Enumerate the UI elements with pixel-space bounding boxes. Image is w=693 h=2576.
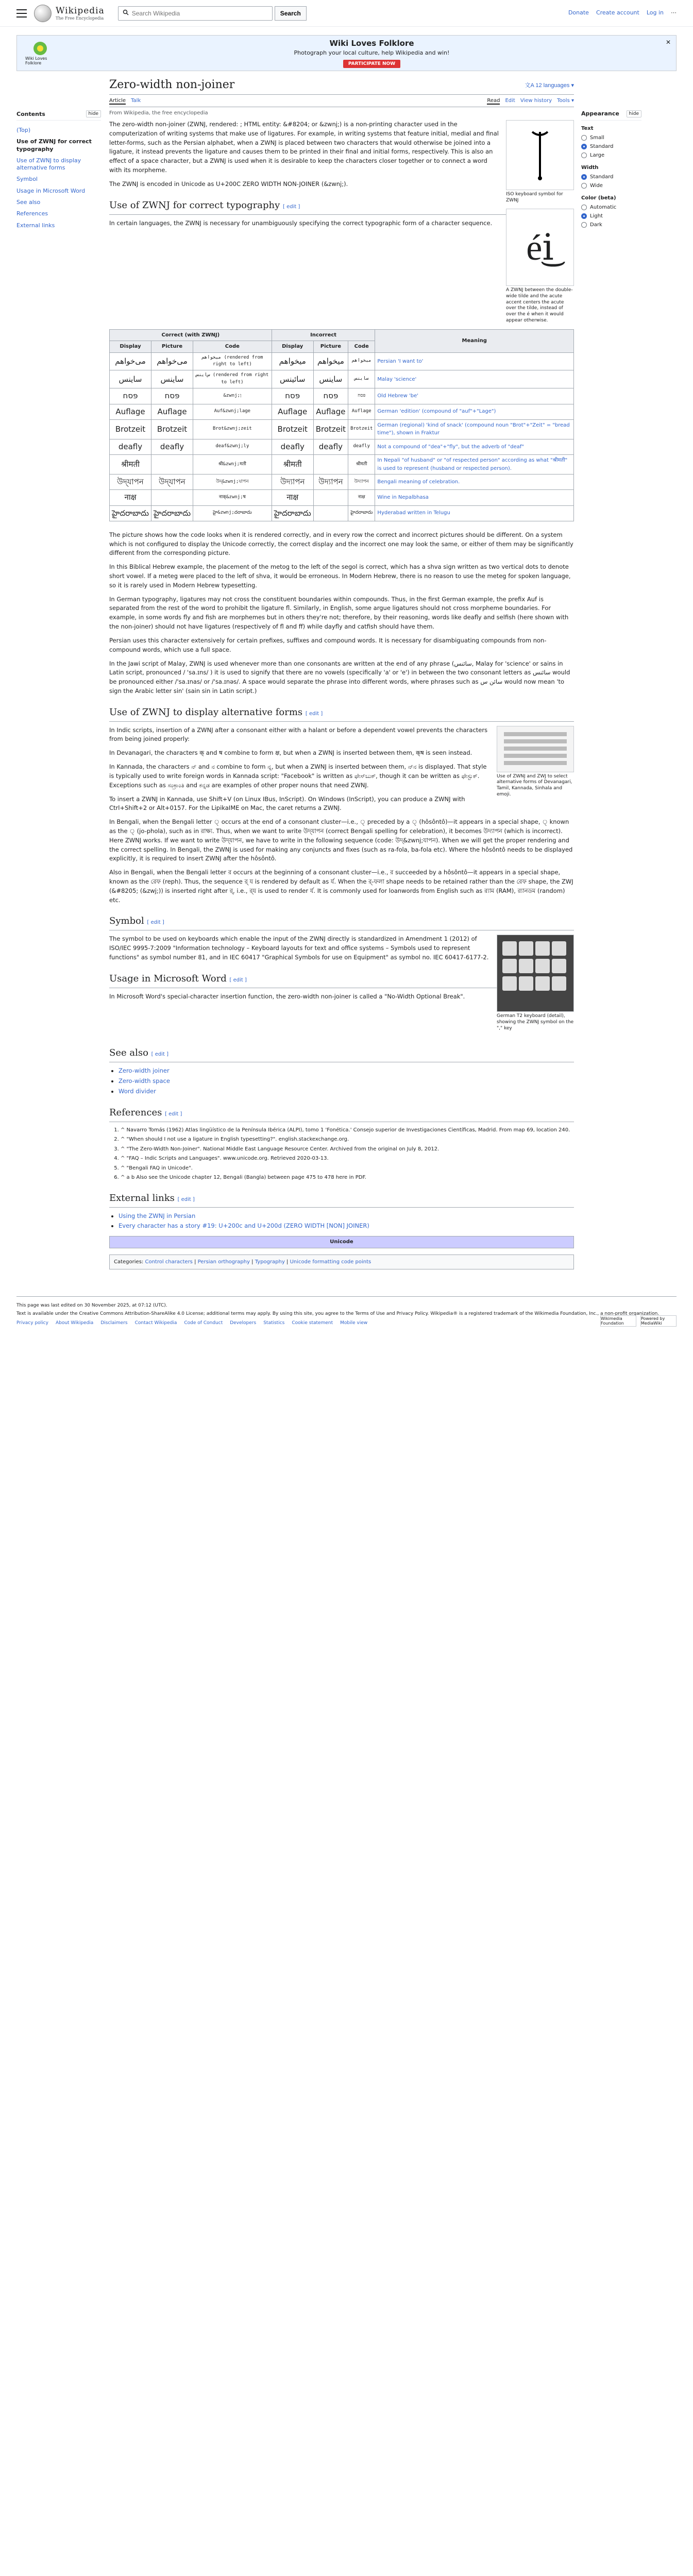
figure-caption: Use of ZWNJ and ZWJ to select alternative forms of Devanagari, Tamil, Kannada, Sinhala and emoji.	[497, 773, 572, 797]
color-light-radio[interactable]	[581, 212, 641, 221]
heading-symbol	[109, 914, 574, 930]
search-input[interactable]	[132, 10, 268, 17]
radio-label: Light	[590, 213, 603, 219]
toc-item-see-also[interactable]: See also	[16, 199, 41, 206]
mediawiki-logo[interactable]: Powered by MediaWiki	[640, 1315, 677, 1327]
cell-display-incorrect: Auflage	[272, 404, 313, 419]
toc-hide-button[interactable]: hide	[86, 110, 101, 117]
cell-display-correct: హైదరాబాదు	[110, 505, 151, 521]
heading-typography	[109, 198, 574, 215]
cell-code-incorrect: श्रीमती	[348, 455, 375, 474]
chevron-down-icon: ▾	[571, 82, 574, 89]
cell-display-correct: Brotzeit	[110, 419, 151, 439]
cell-code-correct: deaf&zwnj;ly	[193, 439, 272, 454]
heading-external-links	[109, 1191, 574, 1208]
logo-wordmark: Wikipedia	[56, 6, 105, 16]
radio-label: Standard	[590, 144, 614, 149]
languages-label: 12 languages	[535, 82, 570, 89]
cell-code-incorrect: উদ্যাপন	[348, 474, 375, 490]
cell-meaning[interactable]: In Nepali "of husband" or "of respected person" according as what "श्रीमती" is used to represent (husband or respected person).	[375, 455, 574, 474]
wikimedia-logo[interactable]: Wikimedia Foundation	[600, 1315, 636, 1327]
width-standard-radio[interactable]	[581, 173, 641, 181]
cell-meaning[interactable]: Old Hebrew 'be'	[375, 388, 574, 404]
reference-item: 1. ^ Navarro Tomás (1962) Atlas lingüístico de la Península Ibérica (ALPI), tomo 1 'Fonética.' Consejo superior de Investigaciones Científicas, Madrid. From map 69, location 240.	[121, 1126, 574, 1134]
appearance-panel	[574, 78, 641, 1276]
donate-link[interactable]: Donate	[568, 9, 589, 16]
navbox-title[interactable]: Unicode	[110, 1236, 573, 1248]
toc-item-external-links[interactable]: External links	[16, 222, 55, 229]
tools-label: Tools	[557, 98, 570, 104]
cell-picture-correct: ساینس	[151, 370, 193, 388]
see-also-divider-link[interactable]: Word divider	[119, 1087, 156, 1095]
toc-item-top[interactable]: (Top)	[16, 127, 31, 133]
page-footer	[16, 1296, 677, 1342]
see-also-zwj-link[interactable]: Zero-width joiner	[119, 1067, 170, 1075]
references-list	[109, 1126, 574, 1182]
alternative-paragraph-3: In Kannada, the characters ನ್ and ನ combine to form ನ್ನ, but when a ZWNJ is inserted between them, ನ್‌ನ is displayed. That style is typically used to write foreign words in Kannada script: "Facebook" is written as ಫೇಸ್‌ಬುಕ್, though it can be written as ಫೇಸ್ಬುಕ್. Exceptions such as ಸಂಕ್ರಾಂತಿ and ಕನ್ನಡ are examples of other proper nouns that need ZWNJ.	[109, 763, 487, 789]
heading-see-also	[109, 1046, 574, 1062]
footer-link[interactable]: Contact Wikipedia	[134, 1320, 177, 1326]
heading-text: External links	[109, 1192, 175, 1204]
figure-caption: German T2 keyboard (detail), showing the ZWNJ symbol on the "," key	[497, 1013, 574, 1031]
cell-code-correct: س‌اینس (rendered from right to left)	[193, 370, 272, 388]
cell-code-correct: హై&zwnj;దరాబాదు	[193, 505, 272, 521]
license-text: Text is available under the Creative Commons Attribution-ShareAlike 4.0 License; additional terms may apply. By using this site, you agree to the Terms of Use and Privacy Policy. Wikipedia® is a registered trademark of the Wikimedia Foundation, Inc., a non-profit organization.	[16, 1311, 660, 1317]
toc-item-references[interactable]: References	[16, 210, 48, 217]
cell-display-incorrect: سائینس	[272, 370, 313, 388]
cell-display-incorrect: Brotzeit	[272, 419, 313, 439]
edit-section-link[interactable]: [ edit ]	[229, 977, 247, 983]
edit-section-link[interactable]: [ edit ]	[151, 1052, 169, 1058]
footer-link[interactable]: Statistics	[263, 1320, 285, 1326]
symbol-paragraph: The symbol to be used on keyboards which enable the input of the ZWNJ directly is standardized in Amendment 1 (2012) of ISO/IEC 9995-7:2009 "Information technology – Keyboard layouts for text and office systems – Symbols used to represent functions" as symbol number 81, and in IEC 60417 "Graphical Symbols for use on Equipment" as symbol no. IEC 60417-6177-2.	[109, 935, 489, 961]
cell-display-incorrect: नाक्ष	[272, 490, 313, 505]
table-row	[110, 439, 574, 454]
alternative-paragraph-4: To insert a ZWNJ in Kannada, use Shift+V (on Linux IBus, InScript). On Windows (InScript), you can produce a ZWNJ with Ctrl+Shift+2 or Alt+0157. For the LipikaIME on Mac, the caret returns a ZWNJ.	[109, 795, 465, 812]
figure-tilde-accent	[506, 209, 574, 324]
zwnj-examples-table	[109, 329, 574, 521]
table-header-picture: Picture	[151, 341, 193, 353]
banner-logo-label: Wiki Loves Folklore	[25, 56, 47, 65]
figure-keyboard	[497, 935, 574, 1031]
heading-text: Use of ZWNJ for correct typography	[109, 199, 280, 211]
table-row	[110, 404, 574, 419]
cell-meaning[interactable]: Wine in Nepalbhasa	[375, 490, 574, 505]
heading-references	[109, 1106, 574, 1122]
cell-picture-correct	[151, 455, 193, 474]
intro-paragraph-2: The ZWNJ is encoded in Unicode as U+200C ZERO WIDTH NON-JOINER (&zwnj;).	[109, 180, 348, 188]
table-header-code: Code	[348, 341, 375, 353]
footer-link[interactable]: Privacy policy	[16, 1320, 48, 1326]
cell-picture-incorrect	[313, 455, 348, 474]
cell-display-incorrect: פּסח	[272, 388, 313, 404]
cell-display-correct: Auflage	[110, 404, 151, 419]
reference-item: 3. ^ "The Zero-Width Non-Joiner". National Middle East Language Resource Center. Archived from the original on July 8, 2012.	[121, 1145, 574, 1154]
article-main	[109, 78, 574, 1276]
table-header-display: Display	[272, 341, 313, 353]
cell-display-incorrect: উদ্যাপন	[272, 474, 313, 490]
cell-display-incorrect: హైదరాబాదు	[272, 505, 313, 521]
cell-picture-incorrect: deafly	[313, 439, 348, 454]
table-header-meaning: Meaning	[375, 329, 574, 352]
cell-display-correct: deafly	[110, 439, 151, 454]
tab-tools[interactable]: Tools ▾	[557, 98, 574, 104]
cell-meaning[interactable]: Hyderabad written in Telugu	[375, 505, 574, 521]
footer-link[interactable]: About Wikipedia	[55, 1320, 94, 1326]
article-title: Zero-width non-joiner	[109, 78, 235, 91]
radio-label: Standard	[590, 174, 614, 180]
globe-icon	[34, 5, 52, 22]
search-button[interactable]: Search	[275, 6, 307, 21]
cell-code-correct: উদ্&zwnj;যাপন	[193, 474, 272, 490]
table-row	[110, 474, 574, 490]
radio-label: Dark	[590, 222, 602, 228]
cell-code-incorrect: Auflage	[348, 404, 375, 419]
cell-meaning[interactable]: German (regional) 'kind of snack' (compound noun "Brot"+"Zeit" = "bread time"), shown in Fraktur	[375, 419, 574, 439]
user-links	[568, 9, 677, 16]
cell-code-incorrect: פּסח	[348, 388, 375, 404]
typography-paragraph-6: In the Jawi script of Malay, ZWNJ is used whenever more than one consonants are written at the end of any phrase (سائنس, Malay for 'science' or sains in Latin script, pronounced / 'sa.ɪns/ ) it is used to signify that there are no vowels (specifically 'a' or 'e') in between the two consonant letters as سائنس would be pronounced either /'sa.ɪnas/ or /'sa.ɪnəs/. A space would separate the phrase into different words, where phrases such as سائن س would now mean 'to sign the Arabic letter sin' (sain sin in Latin script.)	[109, 659, 570, 694]
toc-item-symbol[interactable]: Symbol	[16, 176, 38, 183]
figure-iso-symbol	[506, 120, 574, 204]
cell-display-correct: श्रीमती	[110, 455, 151, 474]
typography-paragraph-2: The picture shows how the code looks when it is rendered correctly, and in every row the correct and incorrect pictures should be different. On a system which is not configured to display the Unicode correctly, the correct display and the incorrect one may look the same, or either of them may be significantly different from the corresponding picture.	[109, 531, 573, 557]
cell-picture-correct: উদ্‌যাপন	[151, 474, 193, 490]
translate-icon: 文A	[525, 82, 534, 89]
word-paragraph: In Microsoft Word's special-character insertion function, the zero-width non-joiner is called a "No-Width Optional Break".	[109, 992, 465, 1000]
alternative-forms-image[interactable]	[497, 726, 574, 772]
cell-picture-incorrect: میخواهم	[313, 352, 348, 370]
text-large-radio[interactable]	[581, 151, 641, 160]
table-header-display: Display	[110, 341, 151, 353]
cell-code-incorrect: హైదరాబాదు	[348, 505, 375, 521]
login-link[interactable]: Log in	[646, 9, 664, 16]
reference-item: 2. ^ "When should I not use a ligature in English typesetting?". english.stackexchange.org.	[121, 1136, 574, 1144]
cell-display-incorrect: میخواهم	[272, 352, 313, 370]
cell-display-correct: می‌خواهم	[110, 352, 151, 370]
cell-code-correct: میخواهم‌ (rendered from right to left)	[193, 352, 272, 370]
category-link[interactable]: Unicode formatting code points	[290, 1259, 371, 1265]
cell-display-incorrect: deafly	[272, 439, 313, 454]
footer-link[interactable]: Code of Conduct	[184, 1320, 223, 1326]
cell-picture-incorrect: উদ্যাপন	[313, 474, 348, 490]
cell-picture-correct: హైదరాబాదు	[151, 505, 193, 521]
languages-button[interactable]	[525, 81, 574, 89]
table-header-code: Code	[193, 341, 272, 353]
alternative-paragraph-5: In Bengali, when the Bengali letter ্ occurs at the end of a consonant cluster—i.e., ্ preceded by a ্ (hôsôntô)—it appears in a special shape, ্ known as the ্ (jo-phola), such as in রাক্ষ্য. Thus, when we want to write উদ্‌যাপন (correct Bengali spelling for celebration), it becomes উদ্যাপন (which is incorrect). Here ZWNJ works. If we want to write উদ্‌যাপন, we have to write in the following sequence (code: উদ্&zwnj;যাপন). When we will get the proper rendering and the correct spelling. In Bengali, the ZWNJ is used for making any conjuncts and fixes (such as ra-fola, ba-fola etc). Where the hôsôntô needs to be displayed explicitly, it is required to insert ZWNJ after the hôsôntô.	[109, 818, 573, 862]
create-account-link[interactable]: Create account	[596, 9, 639, 16]
table-row	[110, 370, 574, 388]
cell-display-incorrect: श्रीमती	[272, 455, 313, 474]
unicode-navbox	[109, 1236, 574, 1248]
search-box[interactable]	[118, 6, 273, 21]
cell-picture-correct: Auflage	[151, 404, 193, 419]
cell-display-correct: ساینس	[110, 370, 151, 388]
color-label: Color (beta)	[581, 195, 616, 201]
alternative-paragraph-1: In Indic scripts, insertion of a ZWNJ after a consonant either with a halant or before a dependent vowel prevents the characters from being joined properly:	[109, 726, 488, 743]
cell-picture-incorrect: פּסח	[313, 388, 348, 404]
cell-display-correct: উদ্‌যাপন	[110, 474, 151, 490]
wikipedia-logo[interactable]	[34, 5, 105, 22]
tilde-accent-image[interactable]	[506, 209, 574, 286]
table-of-contents	[16, 78, 109, 1276]
table-group-correct: Correct (with ZWNJ)	[110, 329, 272, 341]
cell-picture-incorrect: ساينس	[313, 370, 348, 388]
cell-meaning[interactable]: Persian 'I want to'	[375, 352, 574, 370]
last-edited: This page was last edited on 30 November 2025, at 07:12 (UTC).	[16, 1303, 167, 1309]
heading-text: See also	[109, 1047, 148, 1059]
cell-meaning[interactable]: Malay 'science'	[375, 370, 574, 388]
reference-item: 5. ^ "Bengali FAQ in Unicode".	[121, 1164, 574, 1173]
cell-picture-incorrect: Brotzeit	[313, 419, 348, 439]
external-links-list	[109, 1212, 574, 1231]
cell-code-correct: Brot&zwnj;zeit	[193, 419, 272, 439]
see-also-list	[109, 1066, 574, 1096]
radio-label: Automatic	[590, 205, 617, 210]
appearance-hide-button[interactable]: hide	[627, 110, 641, 117]
categories-label[interactable]: Categories:	[114, 1259, 144, 1265]
figure-caption: A ZWNJ between the double-wide tilde and the acute accent centers the acute over the tilde, instead of over the é when it would appear otherwise.	[506, 287, 573, 323]
cell-display-correct: नाक्ष	[110, 490, 151, 505]
cell-picture-correct	[151, 490, 193, 505]
tab-read[interactable]: Read	[487, 98, 500, 104]
footer-link[interactable]: Cookie statement	[292, 1320, 333, 1326]
category-link[interactable]: Persian orthography	[197, 1259, 250, 1265]
edit-section-link[interactable]: [ edit ]	[147, 920, 164, 926]
intro-paragraph-1: The zero-width non-joiner (ZWNJ, rendered: ‌; HTML entity: &#8204; or &zwnj;) is a non-printing character used in the computerization of writing systems that make use of ligatures. For example, in writing systems that feature initial, medial and final letter-forms, such as the Persian alphabet, when a ZWNJ is placed between two characters that would otherwise be joined into a ligature, it instead prevents the ligature and causes them to be printed in their final and initial forms, respectively. This is also an effect of a space character, but a ZWNJ is used when it is desirable to keep the characters closer together or to connect a word with its morpheme.	[109, 121, 499, 174]
table-row	[110, 455, 574, 474]
campaign-banner	[16, 35, 677, 71]
edit-section-link[interactable]: [ edit ]	[165, 1111, 182, 1117]
heading-text: Symbol	[109, 916, 144, 927]
tab-edit[interactable]: Edit	[505, 98, 515, 104]
categories-box: Categories: Control characters | Persian orthography | Typography | Unicode formatting code points	[109, 1255, 574, 1270]
banner-subtitle: Photograph your local culture, help Wikipedia and win!	[294, 49, 450, 56]
radio-label: Large	[590, 152, 605, 158]
cell-picture-correct: deafly	[151, 439, 193, 454]
cell-code-correct: नाक्&zwnj;ष	[193, 490, 272, 505]
reference-item: 6. ^ a b Also see the Unicode chapter 12, Bengali (Bangla) between page 475 to 478 here in PDF.	[121, 1174, 574, 1182]
external-link[interactable]: Every character has a story #19: U+200c and U+200d (ZERO WIDTH [NON] JOINER)	[119, 1222, 369, 1230]
cell-picture-correct: Brotzeit	[151, 419, 193, 439]
cell-display-correct: פּסח	[110, 388, 151, 404]
table-row	[110, 505, 574, 521]
text-small-radio[interactable]	[581, 133, 641, 142]
typography-paragraph-3: In this Biblical Hebrew example, the placement of the metog to the left of the segol is correct, which has a shva sign written as two vertical dots to denote short vowel. If a meteg were placed to the left of shva, it would be erroneous. In Modern Hebrew, there is no reason to use the meteg for spoken language, so it is rarely used in Modern Hebrew typesetting.	[109, 563, 571, 589]
cell-code-incorrect: deafly	[348, 439, 375, 454]
footer-link[interactable]: Mobile view	[340, 1320, 368, 1326]
table-row	[110, 490, 574, 505]
cell-picture-incorrect	[313, 490, 348, 505]
table-header-picture: Picture	[313, 341, 348, 353]
radio-label: Wide	[590, 183, 603, 189]
cell-code-incorrect: Brotzeit	[348, 419, 375, 439]
cell-picture-incorrect	[313, 505, 348, 521]
width-wide-radio[interactable]	[581, 181, 641, 190]
reference-item: 4. ^ "FAQ – Indic Scripts and Languages". www.unicode.org. Retrieved 2020-03-13.	[121, 1155, 574, 1163]
color-automatic-radio[interactable]	[581, 203, 641, 212]
typography-paragraph-1: In certain languages, the ZWNJ is necessary for unambiguously specifying the correct typographic form of a character sequence.	[109, 219, 493, 227]
width-label: Width	[581, 165, 599, 171]
iso-zwnj-symbol-image[interactable]	[506, 120, 574, 190]
radio-label: Small	[590, 135, 604, 141]
external-link[interactable]: Using the ZWNJ in Persian	[119, 1212, 196, 1219]
banner-logo	[25, 40, 55, 66]
cell-meaning[interactable]: Not a compound of "dea"+"fly", but the adverb of "deaf"	[375, 439, 574, 454]
cell-meaning[interactable]: Bengali meaning of celebration.	[375, 474, 574, 490]
typography-paragraph-5: Persian uses this character extensively for certain prefixes, suffixes and compound words. It is necessary for disambiguating compounds from non-compound words, which use a full space.	[109, 636, 547, 653]
category-link[interactable]: Typography	[255, 1259, 285, 1265]
search-icon	[123, 9, 129, 18]
footer-link[interactable]: Developers	[230, 1320, 257, 1326]
typography-paragraph-4: In German typography, ligatures may not cross the constituent boundaries within compounds. Thus, in the first German example, the prefix Auf is separated from the rest of the word to prohibit the ligature fl. Similarly, in English, some argue ligatures should not cross morpheme boundaries. For example, in some words fly and fish are morphemes but in others they're not; therefore, by their reasoning, words like deafly and selfish (here shown with the non-joiner) should not have ligatures (respectively of fl and ff) while dayfly and catfish should have them.	[109, 595, 569, 631]
toc-item-typography[interactable]: Use of ZWNJ for correct typography	[16, 138, 92, 152]
accented-letters-glyph: é͜i	[526, 226, 554, 269]
heading-text: References	[109, 1107, 162, 1118]
table-row	[110, 388, 574, 404]
appearance-title: Appearance	[581, 110, 619, 117]
cell-code-incorrect: ساينس	[348, 370, 375, 388]
table-row	[110, 419, 574, 439]
figure-caption: ISO keyboard symbol for ZWNJ	[506, 192, 563, 203]
page-title	[109, 78, 574, 95]
table-group-incorrect: Incorrect	[272, 329, 375, 341]
toc-item-word[interactable]: Usage in Microsoft Word	[16, 187, 86, 194]
tab-view-history[interactable]: View history	[520, 98, 552, 104]
tab-talk[interactable]: Talk	[131, 98, 141, 104]
close-icon[interactable]: ✕	[665, 39, 671, 46]
figure-alternative-forms	[497, 726, 574, 798]
keyboard-image[interactable]	[497, 935, 574, 1012]
footer-link[interactable]: Disclaimers	[100, 1320, 128, 1326]
logo-tagline: The Free Encyclopedia	[56, 16, 104, 21]
heading-alternative-forms	[109, 705, 574, 722]
table-row	[110, 352, 574, 370]
from-wikipedia: From Wikipedia, the free encyclopedia	[109, 110, 208, 116]
category-link[interactable]: Control characters	[145, 1259, 193, 1265]
more-options-icon[interactable]: ⋯	[671, 9, 677, 16]
text-size-label: Text	[581, 126, 594, 131]
cell-code-correct: Auf&zwnj;lage	[193, 404, 272, 419]
cell-picture-incorrect: Auflage	[313, 404, 348, 419]
tab-article[interactable]: Article	[109, 98, 126, 104]
color-dark-radio[interactable]	[581, 221, 641, 229]
alternative-paragraph-2: In Devanagari, the characters क् and ष combine to form क्ष, but when a ZWNJ is inserted between them, क्‌ष is seen instead.	[109, 749, 472, 757]
edit-section-link[interactable]: [ edit ]	[305, 710, 323, 717]
cell-picture-correct: می‌خواهم	[151, 352, 193, 370]
edit-section-link[interactable]: [ edit ]	[177, 1196, 195, 1202]
article-tabs	[109, 95, 574, 107]
heading-text: Usage in Microsoft Word	[109, 973, 227, 984]
see-also-zwsp-link[interactable]: Zero-width space	[119, 1077, 170, 1085]
main-menu-icon[interactable]	[16, 9, 27, 18]
alternative-paragraph-6: Also in Bengali, when the Bengali letter র occurs at the beginning of a consonant cluster—i.e., র succeeded by a hôsôntô—it appears in a special shape, known as the রেফ (reph). Thus, the sequence র্ য is rendered by default as র্য. When the র্-ফলা shape needs to be retained rather than the রেফ shape, the ZWJ (&#8205; (&zwj;)) is inserted right after র্, i.e., র্‌য is used to render র্য. It is commonly used for loanwords from English such as র‌্যাম (RAM), র‌্যানডম (random) etc.	[109, 869, 573, 904]
site-header	[0, 0, 693, 27]
cell-code-correct: श्री&zwnj;मती	[193, 455, 272, 474]
heading-text: Use of ZWNJ to display alternative forms	[109, 706, 303, 718]
cell-meaning[interactable]: German 'edition' (compound of "auf"+"Lage")	[375, 404, 574, 419]
cell-code-correct: &zwnj;ן	[193, 388, 272, 404]
participate-button[interactable]: PARTICIPATE NOW	[343, 60, 400, 68]
text-standard-radio[interactable]	[581, 142, 641, 151]
banner-title: Wiki Loves Folklore	[329, 38, 414, 48]
edit-section-link[interactable]: [ edit ]	[282, 204, 300, 210]
cell-picture-correct: פּסח	[151, 388, 193, 404]
cell-code-incorrect: नाक्ष	[348, 490, 375, 505]
toc-title: Contents	[16, 110, 45, 117]
toc-item-alternative-forms[interactable]: Use of ZWNJ to display alternative forms	[16, 157, 81, 172]
cell-code-incorrect: میخواهم	[348, 352, 375, 370]
